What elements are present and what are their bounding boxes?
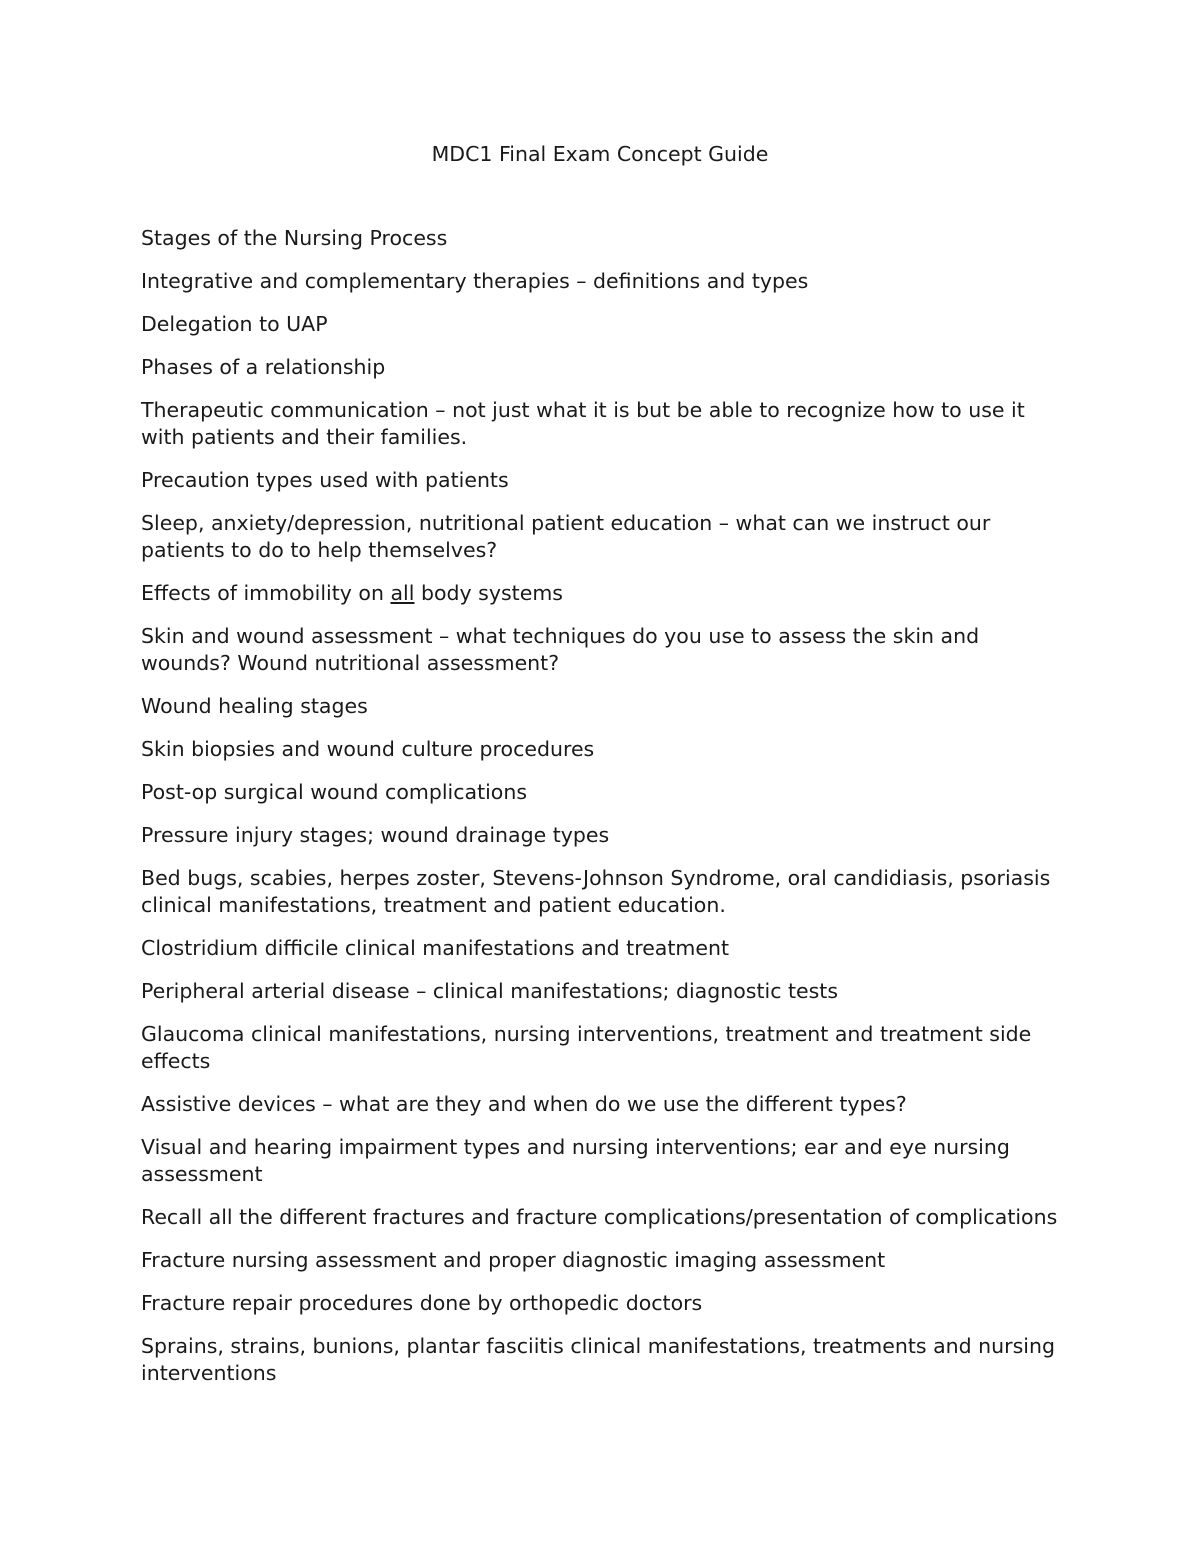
list-item: Wound healing stages xyxy=(141,694,368,718)
concept-list xyxy=(141,225,1071,1403)
list-item: Precaution types used with patients xyxy=(141,468,509,492)
list-item: Phases of a relationship xyxy=(141,355,386,379)
list-item: Sleep, anxiety/depression, nutritional patient education – what can we instruct our patients to do to help themselves? xyxy=(141,511,991,562)
list-item: Clostridium difficile clinical manifestations and treatment xyxy=(141,936,730,960)
list-item: Recall all the different fractures and fracture complications/presentation of complications xyxy=(141,1205,1058,1229)
list-item: Glaucoma clinical manifestations, nursing interventions, treatment and treatment side effects xyxy=(141,1022,1032,1073)
list-item: Sprains, strains, bunions, plantar fasciitis clinical manifestations, treatments and nursing interventions xyxy=(141,1334,1055,1385)
document-title: MDC1 Final Exam Concept Guide xyxy=(431,142,769,166)
list-item: Visual and hearing impairment types and nursing interventions; ear and eye nursing assessment xyxy=(141,1135,1010,1186)
list-item: Pressure injury stages; wound drainage types xyxy=(141,823,610,847)
list-item: Integrative and complementary therapies – definitions and types xyxy=(141,269,809,293)
list-item: Therapeutic communication – not just what it is but be able to recognize how to use it with patients and their families. xyxy=(141,398,1025,449)
list-item: Post-op surgical wound complications xyxy=(141,780,528,804)
list-item: Stages of the Nursing Process xyxy=(141,226,448,250)
list-item xyxy=(141,580,1071,607)
list-item: Delegation to UAP xyxy=(141,312,328,336)
list-item: Fracture repair procedures done by orthopedic doctors xyxy=(141,1291,703,1315)
list-item: Peripheral arterial disease – clinical manifestations; diagnostic tests xyxy=(141,979,839,1003)
list-item-text: Effects of immobility on xyxy=(141,581,391,605)
list-item: Assistive devices – what are they and when do we use the different types? xyxy=(141,1092,907,1116)
list-item-text: body systems xyxy=(414,581,563,605)
list-item: Fracture nursing assessment and proper diagnostic imaging assessment xyxy=(141,1248,886,1272)
list-item: Skin biopsies and wound culture procedures xyxy=(141,737,595,761)
list-item: Skin and wound assessment – what techniques do you use to assess the skin and wounds? Wound nutritional assessment? xyxy=(141,624,980,675)
underlined-word: all xyxy=(390,581,415,605)
list-item: Bed bugs, scabies, herpes zoster, Stevens-Johnson Syndrome, oral candidiasis, psoriasis clinical manifestations, treatment and patient education. xyxy=(141,866,1051,917)
